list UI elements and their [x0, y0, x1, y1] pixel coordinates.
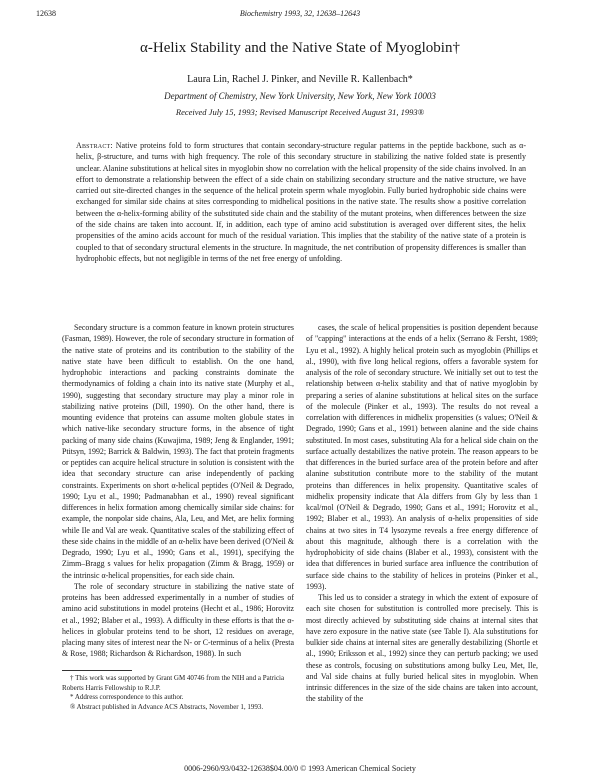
footnotes: [62, 674, 294, 712]
footnote: ® Abstract published in Advance ACS Abstracts, November 1, 1993.: [70, 702, 264, 711]
article-title: α-Helix Stability and the Native State of Myoglobin†: [140, 40, 460, 56]
paragraph: cases, the scale of helical propensities is position dependent because of "capping" interactions at the ends of a helix (Serrano & Fersht, 1989; Lyu et al., 1992). A highly helical protein such as myoglobin (Phillips et al., 1990), with five long helical regions, offers a favorable system for analysis of the role of secondary structure. We initially set out to test the relationship between α-helix stability and that of native myoglobin by preparing a series of alanine substitutions at helical sites on the surface of the molecule (Pinker et al., 1993). The results do not reveal a correlation with differences in midhelix propensities (s values; O'Neil & Degrado, 1990; Gans et al., 1991) between alanine and the side chains substituted. In most cases, substituting Ala for a helical side chain on the surface actually destabilizes the native protein. The reason appears to be that differences in the buried surface area of the protein before and after alanine substitution contribute more to the stability of the mutant proteins than differences in helix propensity. Quantitative scales of midhelix propensity indicate that Ala differs from Gly by less than 1 kcal/mol (O'Neil & Degrado, 1990; Gans et al., 1991; Horovitz et al., 1992; Blaber et al., 1993). An analysis of α-helix propensities of side chains at two sites in T4 lysozyme reveals a free energy difference of about this magnitude, although there is a correlation with the hydrophobicity of side chains (Blaber et al., 1993), consistent with the idea that differences in buried surface area influence the contribution of surface side chains to the stability of helices in proteins (Pinker et al., 1993).: [306, 323, 538, 591]
abstract-text: Native proteins fold to form structures that contain secondary-structure regular patterns in the peptide backbone, such as α-helix, β-structure, and turns with high frequency. The role of this secondary structure in stabilizing the native folded state is presently unclear. Alanine substitutions at helical sites in myoglobin show no correlation with the helical propensity of the side chains involved. In an effort to demonstrate a relationship between the effect of a side chain on stabilizing secondary structure and the native structure, we have carried out site-directed changes in the sequence of the helical protein sperm whale myoglobin. Fully buried hydrophobic side chains were exchanged for similar side chains at sites corresponding to midhelical positions in the native state. The results show a positive correlation between the α-helix-forming ability of the substituted side chain and the stability of the mutant proteins, when differences between the size of the side chains are taken into account. If, in addition, each type of amino acid substitution is averaged over different sites, the helix propensities of the amino acids account for much of the residual variation. This implies that the stability of the native state of a protein is coupled to that of secondary structural elements in the structure. In magnitude, the net contribution of propensity differences is smaller than hydrophobic effects, but not negligible in terms of the net free energy of unfolding.: [76, 141, 527, 263]
footnote: * Address correspondence to this author.: [70, 693, 184, 702]
affiliation: Department of Chemistry, New York University, New York, New York 10003: [164, 91, 436, 101]
abstract: [76, 140, 526, 264]
author-list: Laura Lin, Rachel J. Pinker, and Neville R. Kallenbach*: [187, 74, 413, 85]
left-column: [62, 322, 294, 660]
received-dates: Received July 15, 1993; Revised Manuscript Received August 31, 1993®: [175, 107, 425, 117]
paragraph: Secondary structure is a common feature in known protein structures (Fasman, 1989). However, the role of secondary structure in formation of the native state of proteins and its contribution to the stability of the native state have been difficult to establish. On the one hand, hydrophobic interactions and packing constraints dominate the thermodynamics of folding a chain into its native state (Murphy et al., 1990), suggesting that secondary structure may play a minor role in stabilizing native proteins (Dill, 1990). On the other hand, there is mounting evidence that proteins can assume molten globule states in which native-like secondary structure forms, in the absence of tight packing of many side chains (Kuwajima, 1989; Jeng & Englander, 1991; Ptitsyn, 1992; Barrick & Baldwin, 1993). The fact that protein fragments or peptides can acquire helical structure in solution is consistent with the idea that secondary structure can arise independently of packing constraints. Experiments on short α-helical peptides (O'Neil & Degrado, 1990; Lyu et al., 1990; Padmanabhan et al., 1990) reveal significant differences in helix formation among chemically similar side chains: for example, the nonpolar side chains, Ala, Leu, and Met, are helix forming while Ile and Val are weak. Quantitative scales of the stabilizing effect of these side chains in the middle of an α-helix have been derived (O'Neil & Degrado, 1990; Lyu et al., 1990; Gans et al., 1991), specifying the Zimm–Bragg s values for helix propagation (Zimm & Bragg, 1959) or the intrinsic α-helical propensities, for each side chain.: [62, 323, 294, 580]
journal-header: Biochemistry 1993, 32, 12638–12643: [239, 9, 361, 18]
abstract-label: Abstract:: [76, 141, 113, 150]
paragraph: The role of secondary structure in stabilizing the native state of proteins has been addressed experimentally in a number of studies of amino acid substitutions in model proteins (Hecht et al., 1986; Horovitz et al., 1992; Blaber et al., 1993). A difficulty in these efforts is that the α-helices in globular proteins tend to be short, 12 residues on average, placing many sites of interest near the N- or C-terminus of a helix (Presta & Rose, 1988; Richardson & Richardson, 1988). In such: [62, 581, 294, 659]
page-number: 12638: [36, 9, 56, 18]
copyright-footer: 0006-2960/93/0432-12638$04.00/0 © 1993 American Chemical Society: [184, 764, 416, 773]
footnote-divider: [62, 670, 132, 671]
paragraph: This led us to consider a strategy in which the extent of exposure of each site chosen for substitution is controlled more precisely. This is most directly achieved by substituting side chains at internal sites that have zero exposure in the native state (see Table I). Ala substitutions for bulkier side chains at internal sites are generally destabilizing (Shortle et al., 1990; Eriksson et al., 1992) since they can perturb packing; we used these as controls, focusing on substitutions among bulky Leu, Met, Ile, and Val side chains at fully buried helical sites in myoglobin. When intrinsic differences in the size of the side chains are taken into account, the stability of the: [306, 593, 538, 704]
footnote: † This work was supported by Grant GM 40746 from the NIH and a Patricia Roberts Harris Fellowship to R.J.P.: [62, 674, 285, 692]
right-column: [306, 322, 538, 705]
